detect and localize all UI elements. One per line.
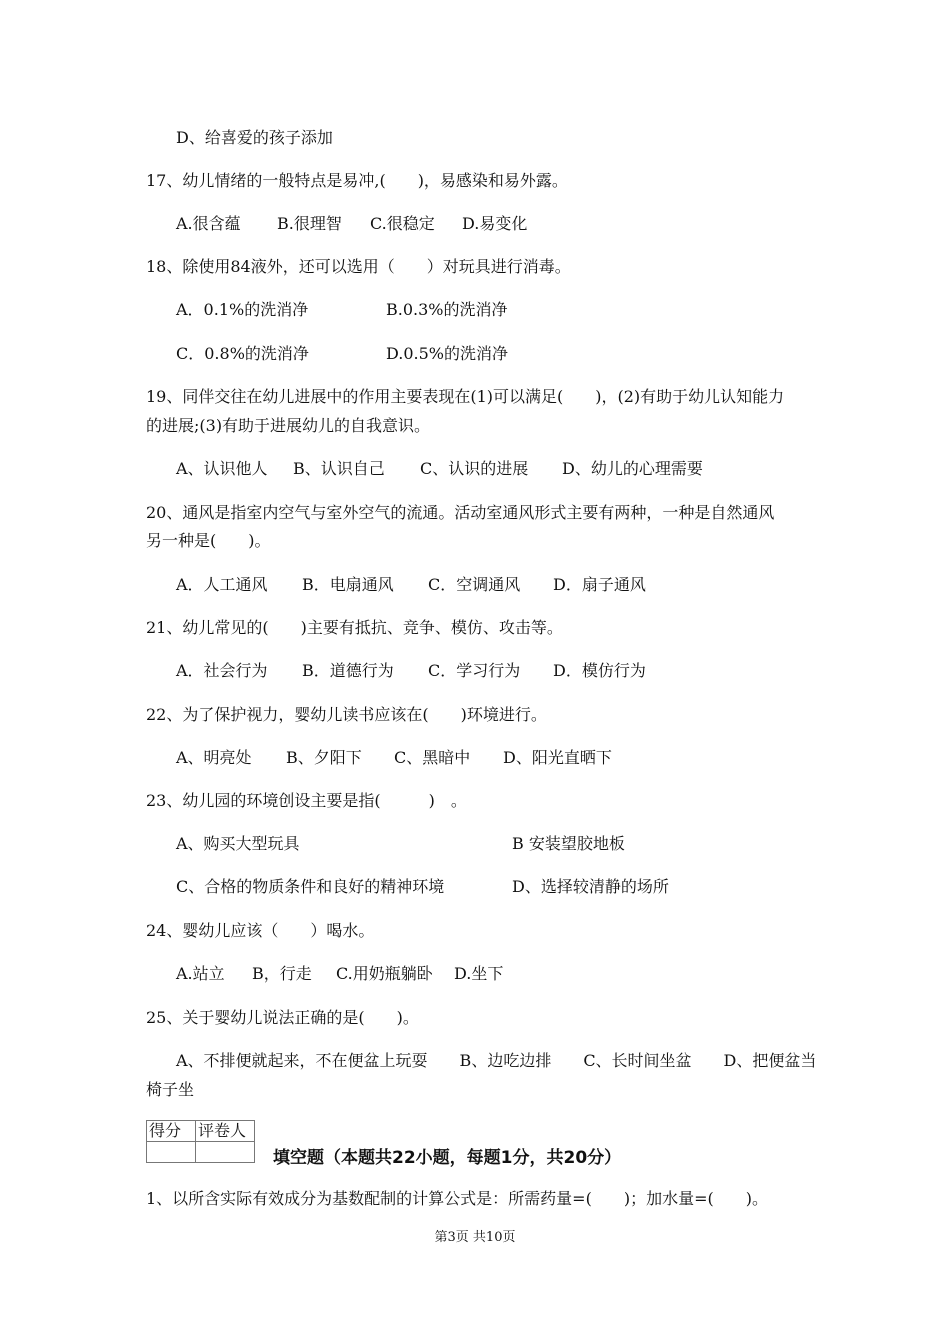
q24-option-a: A.站立 [176,964,225,983]
q19-option-b: B、认识自己 [293,459,385,478]
q21-option-c: C．学习行为 [428,661,521,680]
page-footer: 第3页 共10页 [434,1230,516,1245]
q25-stem: 25、关于婴幼儿说法正确的是( )。 [146,1008,419,1027]
q20-option-b: B．电扇通风 [302,575,394,594]
q20-option-a: A．人工通风 [176,575,268,594]
q18-option-a: A．0.1%的洗消净 [176,300,309,319]
q24-option-b: B，行走 [252,964,312,983]
q21-option-a: A．社会行为 [176,661,268,680]
section-title: 填空题（本题共22小题，每题1分，共20分） [273,1148,622,1168]
q18-option-b: B.0.3%的洗消净 [386,300,508,319]
q18-stem: 18、除使用84液外，还可以选用（ ）对玩具进行消毒。 [146,257,571,276]
q21-stem: 21、幼儿常见的( )主要有抵抗、竞争、模仿、攻击等。 [146,618,563,637]
q22-option-c: C、黑暗中 [394,748,471,767]
q21-option-b: B．道德行为 [302,661,394,680]
q19-option-d: D、幼儿的心理需要 [562,459,703,478]
score-header: 得分 [147,1121,196,1142]
grader-cell [196,1142,255,1163]
q24-option-c: C.用奶瓶躺卧 [336,964,433,983]
q22-option-a: A、明亮处 [176,748,252,767]
q19-option-a: A、认识他人 [176,459,268,478]
q23-stem: 23、幼儿园的环境创设主要是指( ) 。 [146,791,467,810]
q19-stem-line2: 的进展;(3)有助于进展幼儿的自我意识。 [146,416,431,435]
q20-option-c: C．空调通风 [428,575,521,594]
q22-option-b: B、夕阳下 [286,748,362,767]
q24-stem: 24、婴幼儿应该（ ）喝水。 [146,921,375,940]
q17-option-d: D.易变化 [462,214,528,233]
q22-stem: 22、为了保护视力，婴幼儿读书应该在( )环境进行。 [146,705,547,724]
q18-option-c: C．0.8%的洗消净 [176,344,309,363]
q20-stem-line2: 另一种是( )。 [146,531,271,550]
q25-options-line2: 椅子坐 [146,1080,195,1099]
q23-option-b: B 安装望胶地板 [512,834,625,853]
q22-option-d: D、阳光直晒下 [503,748,612,767]
q25-options-line1: A、不排便就起来，不在便盆上玩耍 B、边吃边排 C、长时间坐盆 D、把便盆当 [176,1051,817,1070]
q17-option-c: C.很稳定 [370,214,435,233]
q20-option-d: D．扇子通风 [553,575,646,594]
q18-option-d: D.0.5%的洗消净 [386,344,508,363]
score-cell [147,1142,196,1163]
q19-option-c: C、认识的进展 [420,459,529,478]
grader-header: 评卷人 [196,1121,255,1142]
q17-stem: 17、幼儿情绪的一般特点是易冲,( )，易感染和易外露。 [146,171,568,190]
q20-stem-line1: 20、通风是指室内空气与室外空气的流通。活动室通风形式主要有两种，一种是自然通风 [146,503,775,522]
q23-option-a: A、购买大型玩具 [176,834,300,853]
q17-option-b: B.很理智 [277,214,342,233]
q19-stem-line1: 19、同伴交往在幼儿进展中的作用主要表现在(1)可以满足( )，(2)有助于幼儿认知能力 [146,387,785,406]
q23-option-c: C、合格的物质条件和良好的精神环境 [176,877,445,896]
q24-option-d: D.坐下 [454,964,504,983]
q17-option-a: A.很含蕴 [176,214,241,233]
q16-option-d: D、给喜爱的孩子添加 [176,128,333,147]
q23-option-d: D、选择较清静的场所 [512,877,669,896]
fill1-stem: 1、以所含实际有效成分为基数配制的计算公式是：所需药量=( )；加水量=( )。 [146,1189,768,1208]
q21-option-d: D．模仿行为 [553,661,646,680]
score-table [146,1120,255,1163]
